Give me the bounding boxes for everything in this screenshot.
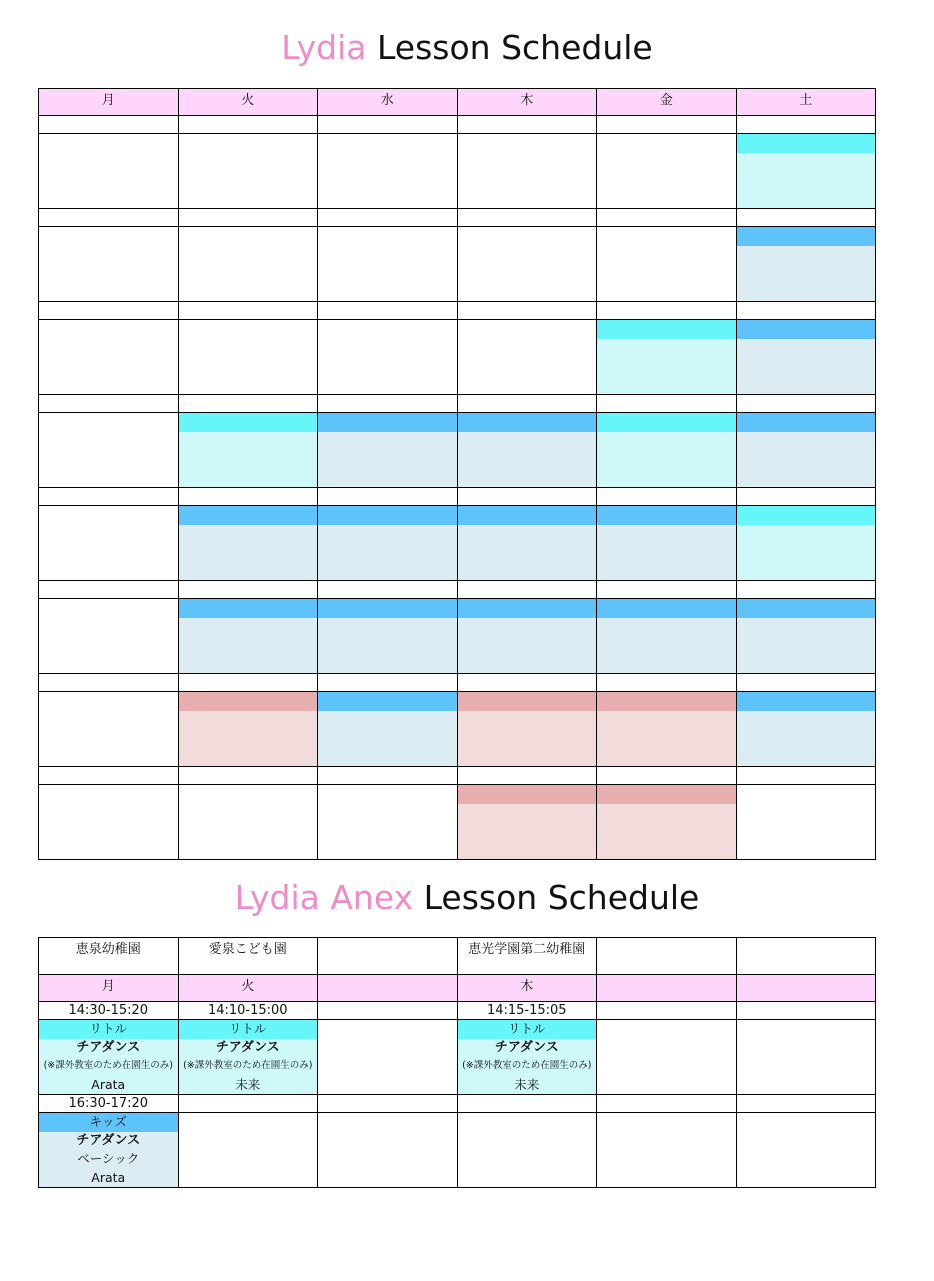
- day-header: [736, 975, 876, 1002]
- anex-title-brand: Lydia Anex: [234, 878, 414, 917]
- teacher-name: [597, 655, 736, 674]
- level-badge: [597, 506, 736, 525]
- time-cell: [39, 674, 179, 692]
- class-name: チアダンス: [215, 1039, 280, 1055]
- lesson-cell: [318, 599, 458, 674]
- class-level: [318, 450, 457, 469]
- class-name: チアダンス: [76, 1132, 141, 1148]
- empty-cell: [39, 227, 179, 302]
- level-badge: [597, 320, 736, 339]
- empty-cell: [457, 320, 597, 395]
- level-badge: [737, 506, 876, 525]
- day-header: 月: [39, 89, 179, 116]
- level-badge: [737, 134, 876, 153]
- class-level: [737, 450, 876, 469]
- day-header: [597, 975, 737, 1002]
- time-cell: 14:15-15:05: [457, 1002, 597, 1020]
- class-level: [318, 636, 457, 655]
- time-cell: [318, 581, 458, 599]
- class-name: [179, 432, 318, 451]
- time-cell: [736, 1095, 876, 1113]
- time-cell: [597, 767, 737, 785]
- lesson-cell: [178, 1020, 318, 1095]
- teacher-name: 未来: [514, 1076, 540, 1092]
- teacher-name: [737, 376, 876, 395]
- lesson-cell: [39, 1113, 179, 1188]
- empty-cell: [736, 785, 876, 860]
- time-cell: [39, 395, 179, 413]
- time-cell: [178, 395, 318, 413]
- class-level: [179, 450, 318, 469]
- class-name: [458, 525, 597, 544]
- empty-cell: [736, 1020, 876, 1095]
- class-name: [318, 711, 457, 730]
- empty-cell: [39, 134, 179, 209]
- empty-cell: [318, 320, 458, 395]
- time-cell: [457, 1095, 597, 1113]
- day-header: 火: [178, 89, 318, 116]
- level-badge: [458, 692, 597, 711]
- class-level: [737, 729, 876, 748]
- time-row: [39, 488, 876, 506]
- lesson-cell: [597, 599, 737, 674]
- level-badge: [597, 413, 736, 432]
- empty-cell: [178, 320, 318, 395]
- teacher-name: [597, 376, 736, 395]
- empty-cell: [457, 1113, 597, 1188]
- level-badge: [318, 413, 457, 432]
- empty-cell: [178, 134, 318, 209]
- time-cell: [318, 767, 458, 785]
- venue-row: [39, 938, 876, 975]
- day-header: 木: [457, 89, 597, 116]
- class-level: [458, 822, 597, 841]
- lesson-cell: [736, 506, 876, 581]
- class-level: [597, 729, 736, 748]
- lesson-cell: [597, 785, 737, 860]
- time-row: [39, 1002, 876, 1020]
- teacher-name: [597, 841, 736, 860]
- class-name: [737, 525, 876, 544]
- class-level: (※課外教室のため在園生のみ): [183, 1060, 313, 1071]
- level-badge: [737, 599, 876, 618]
- level-badge: [318, 506, 457, 525]
- teacher-name: 未来: [235, 1076, 261, 1092]
- time-row: [39, 395, 876, 413]
- lesson-cell: [736, 320, 876, 395]
- empty-cell: [178, 1113, 318, 1188]
- lesson-row: [39, 785, 876, 860]
- empty-cell: [457, 227, 597, 302]
- time-cell: [39, 302, 179, 320]
- lesson-row: [39, 320, 876, 395]
- time-cell: [178, 767, 318, 785]
- venue-cell: 愛泉こども園: [178, 938, 318, 975]
- teacher-name: [318, 748, 457, 767]
- time-cell: [39, 488, 179, 506]
- day-header: 木: [457, 975, 597, 1002]
- teacher-name: [737, 655, 876, 674]
- day-header: 土: [736, 89, 876, 116]
- lesson-cell: [597, 692, 737, 767]
- time-cell: [318, 674, 458, 692]
- time-cell: [318, 395, 458, 413]
- level-badge: [458, 599, 597, 618]
- time-cell: [457, 209, 597, 227]
- day-header: 水: [318, 89, 458, 116]
- lesson-cell: [457, 506, 597, 581]
- time-cell: [736, 302, 876, 320]
- class-level: [179, 543, 318, 562]
- class-name: [458, 432, 597, 451]
- main-schedule-table: [38, 88, 876, 860]
- teacher-name: [318, 655, 457, 674]
- day-header: 火: [178, 975, 318, 1002]
- level-badge: [179, 692, 318, 711]
- class-level: ベーシック: [77, 1151, 140, 1166]
- empty-cell: [318, 1113, 458, 1188]
- time-cell: [457, 488, 597, 506]
- teacher-name: [597, 748, 736, 767]
- level-badge: [737, 692, 876, 711]
- teacher-name: [597, 562, 736, 581]
- day-header: 金: [597, 89, 737, 116]
- class-level: [318, 543, 457, 562]
- lesson-cell: [178, 692, 318, 767]
- lesson-cell: [736, 413, 876, 488]
- time-cell: [457, 116, 597, 134]
- class-name: チアダンス: [76, 1039, 141, 1055]
- day-header-row: [39, 975, 876, 1002]
- time-cell: [736, 116, 876, 134]
- lesson-row: [39, 506, 876, 581]
- level-badge: [179, 413, 318, 432]
- lesson-cell: [457, 1020, 597, 1095]
- time-cell: [318, 1002, 458, 1020]
- level-badge: [737, 320, 876, 339]
- time-cell: [736, 395, 876, 413]
- empty-cell: [597, 227, 737, 302]
- time-cell: [597, 1095, 737, 1113]
- empty-cell: [39, 599, 179, 674]
- class-level: [737, 171, 876, 190]
- time-cell: [736, 209, 876, 227]
- class-name: [179, 711, 318, 730]
- class-level: [597, 636, 736, 655]
- level-badge: [597, 599, 736, 618]
- teacher-name: Arata: [91, 1076, 126, 1092]
- time-cell: [597, 302, 737, 320]
- empty-cell: [39, 692, 179, 767]
- level-badge: [318, 692, 457, 711]
- time-cell: [318, 1095, 458, 1113]
- level-badge: リトル: [179, 1020, 318, 1039]
- time-cell: [178, 488, 318, 506]
- class-level: [597, 822, 736, 841]
- empty-cell: [39, 785, 179, 860]
- lesson-cell: [457, 692, 597, 767]
- time-cell: [457, 767, 597, 785]
- class-name: [597, 525, 736, 544]
- lesson-cell: [736, 599, 876, 674]
- class-name: [737, 339, 876, 358]
- class-name: [737, 432, 876, 451]
- empty-cell: [318, 785, 458, 860]
- title-text: Lesson Schedule: [366, 28, 653, 67]
- teacher-name: [179, 655, 318, 674]
- lesson-cell: [597, 320, 737, 395]
- class-name: [597, 432, 736, 451]
- time-cell: [318, 116, 458, 134]
- teacher-name: [179, 748, 318, 767]
- class-name: [597, 711, 736, 730]
- venue-cell: 恵泉幼稚園: [39, 938, 179, 975]
- class-level: [737, 264, 876, 283]
- venue-cell: 恵光学園第二幼稚園: [457, 938, 597, 975]
- empty-cell: [597, 1020, 737, 1095]
- teacher-name: [458, 748, 597, 767]
- time-cell: [39, 581, 179, 599]
- anex-title: [0, 878, 934, 917]
- time-cell: [39, 209, 179, 227]
- class-name: [318, 618, 457, 637]
- empty-cell: [736, 1113, 876, 1188]
- time-cell: 16:30-17:20: [39, 1095, 179, 1113]
- level-badge: [318, 599, 457, 618]
- teacher-name: [458, 841, 597, 860]
- time-row: [39, 1095, 876, 1113]
- level-badge: [458, 506, 597, 525]
- time-cell: [457, 581, 597, 599]
- time-cell: [736, 488, 876, 506]
- time-cell: [736, 674, 876, 692]
- class-level: [458, 450, 597, 469]
- lesson-cell: [736, 134, 876, 209]
- day-header: [318, 975, 458, 1002]
- teacher-name: [318, 469, 457, 488]
- class-name: [597, 804, 736, 823]
- teacher-name: [458, 469, 597, 488]
- class-level: [597, 543, 736, 562]
- lesson-cell: [597, 413, 737, 488]
- empty-cell: [457, 134, 597, 209]
- class-level: (※課外教室のため在園生のみ): [462, 1060, 592, 1071]
- empty-cell: [178, 785, 318, 860]
- class-name: [597, 618, 736, 637]
- time-cell: [597, 488, 737, 506]
- lesson-cell: [736, 692, 876, 767]
- time-cell: [457, 302, 597, 320]
- day-header-row: [39, 89, 876, 116]
- time-cell: [736, 767, 876, 785]
- lesson-cell: [318, 413, 458, 488]
- level-badge: [179, 506, 318, 525]
- teacher-name: [737, 562, 876, 581]
- empty-cell: [597, 1113, 737, 1188]
- lesson-cell: [318, 692, 458, 767]
- class-level: [737, 357, 876, 376]
- class-name: [737, 711, 876, 730]
- level-badge: [179, 599, 318, 618]
- time-cell: 14:10-15:00: [178, 1002, 318, 1020]
- teacher-name: [737, 469, 876, 488]
- lesson-cell: [39, 1020, 179, 1095]
- level-badge: [597, 692, 736, 711]
- empty-cell: [178, 227, 318, 302]
- lesson-row: [39, 599, 876, 674]
- class-name: [179, 618, 318, 637]
- time-cell: [178, 674, 318, 692]
- class-level: [737, 636, 876, 655]
- time-row: [39, 116, 876, 134]
- level-badge: リトル: [39, 1020, 178, 1039]
- teacher-name: Arata: [91, 1169, 126, 1185]
- empty-cell: [39, 320, 179, 395]
- venue-cell: [318, 938, 458, 975]
- lesson-cell: [597, 506, 737, 581]
- class-level: (※課外教室のため在園生のみ): [43, 1060, 173, 1071]
- time-cell: [39, 767, 179, 785]
- main-title: [0, 28, 934, 67]
- level-badge: [737, 227, 876, 246]
- time-row: [39, 674, 876, 692]
- time-cell: 14:30-15:20: [39, 1002, 179, 1020]
- time-cell: [457, 395, 597, 413]
- time-cell: [178, 209, 318, 227]
- time-cell: [597, 116, 737, 134]
- venue-cell: [597, 938, 737, 975]
- empty-cell: [597, 134, 737, 209]
- lesson-row: [39, 413, 876, 488]
- lesson-cell: [178, 413, 318, 488]
- empty-cell: [39, 506, 179, 581]
- class-name: [458, 804, 597, 823]
- class-name: [458, 618, 597, 637]
- class-name: [737, 618, 876, 637]
- level-badge: [597, 785, 736, 804]
- time-cell: [178, 1095, 318, 1113]
- teacher-name: [179, 469, 318, 488]
- day-header: 月: [39, 975, 179, 1002]
- class-level: [458, 543, 597, 562]
- class-level: [597, 450, 736, 469]
- lesson-cell: [457, 413, 597, 488]
- empty-cell: [39, 413, 179, 488]
- level-badge: [458, 785, 597, 804]
- time-row: [39, 302, 876, 320]
- class-level: [179, 729, 318, 748]
- class-name: [458, 711, 597, 730]
- lesson-row: [39, 134, 876, 209]
- time-cell: [318, 302, 458, 320]
- anex-schedule-table: [38, 937, 876, 1188]
- lesson-row: [39, 692, 876, 767]
- lesson-cell: [178, 599, 318, 674]
- time-row: [39, 209, 876, 227]
- time-row: [39, 581, 876, 599]
- empty-cell: [318, 1020, 458, 1095]
- time-cell: [178, 116, 318, 134]
- teacher-name: [737, 283, 876, 302]
- time-cell: [597, 674, 737, 692]
- time-row: [39, 767, 876, 785]
- teacher-name: [737, 748, 876, 767]
- empty-cell: [318, 134, 458, 209]
- teacher-name: [597, 469, 736, 488]
- lesson-cell: [178, 506, 318, 581]
- venue-cell: [736, 938, 876, 975]
- lesson-cell: [457, 785, 597, 860]
- class-level: [179, 636, 318, 655]
- time-cell: [178, 302, 318, 320]
- lesson-cell: [318, 506, 458, 581]
- class-level: [597, 357, 736, 376]
- level-badge: リトル: [458, 1020, 597, 1039]
- time-cell: [39, 116, 179, 134]
- teacher-name: [179, 562, 318, 581]
- empty-cell: [318, 227, 458, 302]
- class-name: [737, 153, 876, 172]
- level-badge: キッズ: [39, 1113, 178, 1132]
- time-cell: [597, 1002, 737, 1020]
- title-brand: Lydia: [281, 28, 367, 67]
- teacher-name: [458, 655, 597, 674]
- class-level: [458, 636, 597, 655]
- anex-title-text: Lesson Schedule: [413, 878, 700, 917]
- lesson-row: [39, 227, 876, 302]
- time-cell: [597, 581, 737, 599]
- teacher-name: [318, 562, 457, 581]
- lesson-row: [39, 1020, 876, 1095]
- class-name: [179, 525, 318, 544]
- level-badge: [737, 413, 876, 432]
- class-level: [458, 729, 597, 748]
- time-cell: [597, 395, 737, 413]
- time-cell: [736, 1002, 876, 1020]
- lesson-row: [39, 1113, 876, 1188]
- lesson-cell: [457, 599, 597, 674]
- class-level: [318, 729, 457, 748]
- lesson-cell: [736, 227, 876, 302]
- class-name: [318, 525, 457, 544]
- teacher-name: [458, 562, 597, 581]
- time-cell: [457, 674, 597, 692]
- time-cell: [318, 488, 458, 506]
- level-badge: [458, 413, 597, 432]
- class-name: [597, 339, 736, 358]
- time-cell: [597, 209, 737, 227]
- class-level: [737, 543, 876, 562]
- time-cell: [178, 581, 318, 599]
- class-name: チアダンス: [494, 1039, 559, 1055]
- teacher-name: [737, 190, 876, 209]
- time-cell: [736, 581, 876, 599]
- time-cell: [318, 209, 458, 227]
- class-name: [737, 246, 876, 265]
- class-name: [318, 432, 457, 451]
